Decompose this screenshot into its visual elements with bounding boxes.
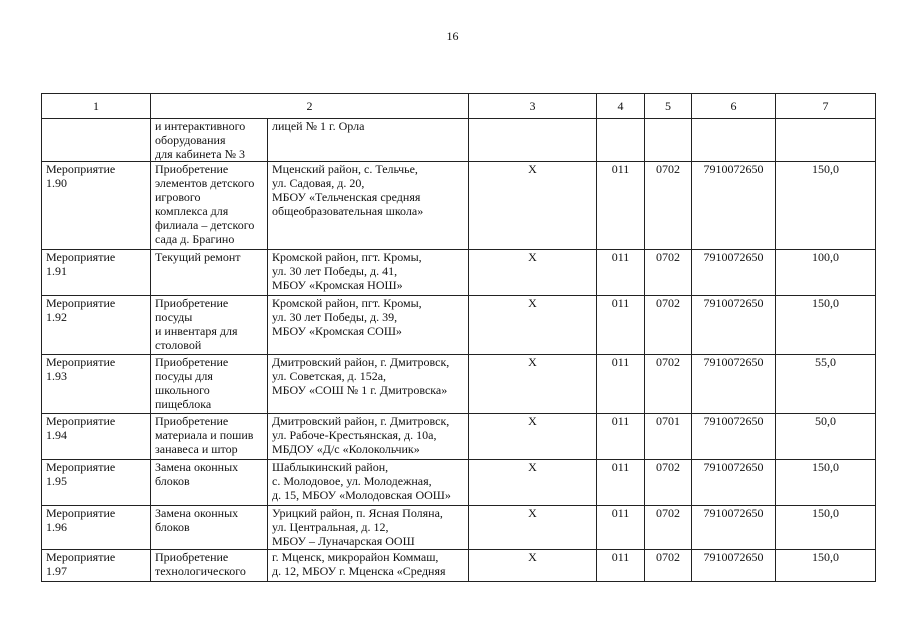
measure-id	[42, 119, 151, 162]
measure-address: Мценский район, с. Тельчье, ул. Садовая, д. 20, МБОУ «Тельченская средняя общеобразовательная школа»	[268, 162, 469, 250]
measure-col-5: 0702	[645, 162, 692, 250]
measure-col-5: 0702	[645, 550, 692, 582]
measure-name: Замена оконных блоков	[151, 460, 268, 506]
measure-amount	[776, 119, 876, 162]
measure-col-5: 0702	[645, 250, 692, 296]
measure-address: Кромской район, пгт. Кромы, ул. 30 лет Победы, д. 41, МБОУ «Кромская НОШ»	[268, 250, 469, 296]
measure-name: и интерактивного оборудования для кабинета № 3	[151, 119, 268, 162]
measure-col-3	[469, 119, 597, 162]
header-col-7: 7	[776, 94, 876, 119]
measure-col-3: Х	[469, 162, 597, 250]
table-row	[42, 460, 876, 506]
table-row	[42, 550, 876, 582]
header-col-1: 1	[42, 94, 151, 119]
measure-col-3: Х	[469, 355, 597, 414]
measure-col-4: 011	[597, 414, 645, 460]
page-number: 16	[446, 29, 459, 43]
measure-col-6: 7910072650	[692, 506, 776, 550]
measure-id: Мероприятие 1.91	[42, 250, 151, 296]
measure-col-3: Х	[469, 460, 597, 506]
measure-address: Дмитровский район, г. Дмитровск, ул. Советская, д. 152а, МБОУ «СОШ № 1 г. Дмитровска»	[268, 355, 469, 414]
measure-col-6: 7910072650	[692, 414, 776, 460]
measure-col-4: 011	[597, 550, 645, 582]
measure-col-5: 0702	[645, 355, 692, 414]
measure-name: Приобретение посуды для школьного пищеблока	[151, 355, 268, 414]
measure-col-5: 0702	[645, 460, 692, 506]
measure-col-4: 011	[597, 162, 645, 250]
measure-col-6: 7910072650	[692, 550, 776, 582]
measure-col-6: 7910072650	[692, 162, 776, 250]
measure-amount: 50,0	[776, 414, 876, 460]
measure-amount: 150,0	[776, 550, 876, 582]
measure-col-3: Х	[469, 506, 597, 550]
header-col-4: 4	[597, 94, 645, 119]
measure-col-4: 011	[597, 296, 645, 355]
measure-col-4: 011	[597, 355, 645, 414]
header-col-3: 3	[469, 94, 597, 119]
measure-col-3: Х	[469, 296, 597, 355]
table-row	[42, 296, 876, 355]
measure-col-6: 7910072650	[692, 250, 776, 296]
measure-address: лицей № 1 г. Орла	[268, 119, 469, 162]
table-row	[42, 162, 876, 250]
measure-address: Дмитровский район, г. Дмитровск, ул. Рабоче-Крестьянская, д. 10а, МБДОУ «Д/с «Колокольчик»	[268, 414, 469, 460]
measure-address: Урицкий район, п. Ясная Поляна, ул. Центральная, д. 12, МБОУ – Луначарская ООШ	[268, 506, 469, 550]
measure-address: г. Мценск, микрорайон Коммаш, д. 12, МБОУ г. Мценска «Средняя	[268, 550, 469, 582]
measure-col-4	[597, 119, 645, 162]
table-header-row	[42, 94, 876, 119]
measure-col-6	[692, 119, 776, 162]
measure-amount: 55,0	[776, 355, 876, 414]
table-row	[42, 506, 876, 550]
header-col-5: 5	[645, 94, 692, 119]
measure-col-5	[645, 119, 692, 162]
measure-col-6: 7910072650	[692, 460, 776, 506]
measure-amount: 150,0	[776, 296, 876, 355]
measure-address: Шаблыкинский район, с. Молодовое, ул. Молодежная, д. 15, МБОУ «Молодовская ООШ»	[268, 460, 469, 506]
header-col-2: 2	[151, 94, 469, 119]
measure-id: Мероприятие 1.96	[42, 506, 151, 550]
measure-id: Мероприятие 1.92	[42, 296, 151, 355]
measure-col-3: Х	[469, 550, 597, 582]
measure-id: Мероприятие 1.94	[42, 414, 151, 460]
header-col-6: 6	[692, 94, 776, 119]
table-row	[42, 119, 876, 162]
measure-col-5: 0702	[645, 296, 692, 355]
measures-table	[41, 93, 876, 582]
table-row	[42, 250, 876, 296]
measure-amount: 150,0	[776, 460, 876, 506]
measure-name: Приобретение посуды и инвентаря для столовой	[151, 296, 268, 355]
measure-col-5: 0702	[645, 506, 692, 550]
measure-amount: 150,0	[776, 162, 876, 250]
measure-col-4: 011	[597, 506, 645, 550]
measure-col-6: 7910072650	[692, 355, 776, 414]
measure-id: Мероприятие 1.90	[42, 162, 151, 250]
measure-name: Приобретение элементов детского игрового комплекса для филиала – детского сада д. Брагино	[151, 162, 268, 250]
measure-name: Замена оконных блоков	[151, 506, 268, 550]
measure-id: Мероприятие 1.97	[42, 550, 151, 582]
measure-col-3: Х	[469, 414, 597, 460]
table-row	[42, 355, 876, 414]
measure-name: Приобретение технологического	[151, 550, 268, 582]
measure-name: Текущий ремонт	[151, 250, 268, 296]
measure-col-4: 011	[597, 250, 645, 296]
table-row	[42, 414, 876, 460]
measure-col-6: 7910072650	[692, 296, 776, 355]
measure-amount: 100,0	[776, 250, 876, 296]
measure-id: Мероприятие 1.95	[42, 460, 151, 506]
measure-name: Приобретение материала и пошив занавеса и штор	[151, 414, 268, 460]
measure-address: Кромской район, пгт. Кромы, ул. 30 лет Победы, д. 39, МБОУ «Кромская СОШ»	[268, 296, 469, 355]
measure-amount: 150,0	[776, 506, 876, 550]
measure-col-4: 011	[597, 460, 645, 506]
measure-id: Мероприятие 1.93	[42, 355, 151, 414]
measure-col-5: 0701	[645, 414, 692, 460]
measure-col-3: Х	[469, 250, 597, 296]
